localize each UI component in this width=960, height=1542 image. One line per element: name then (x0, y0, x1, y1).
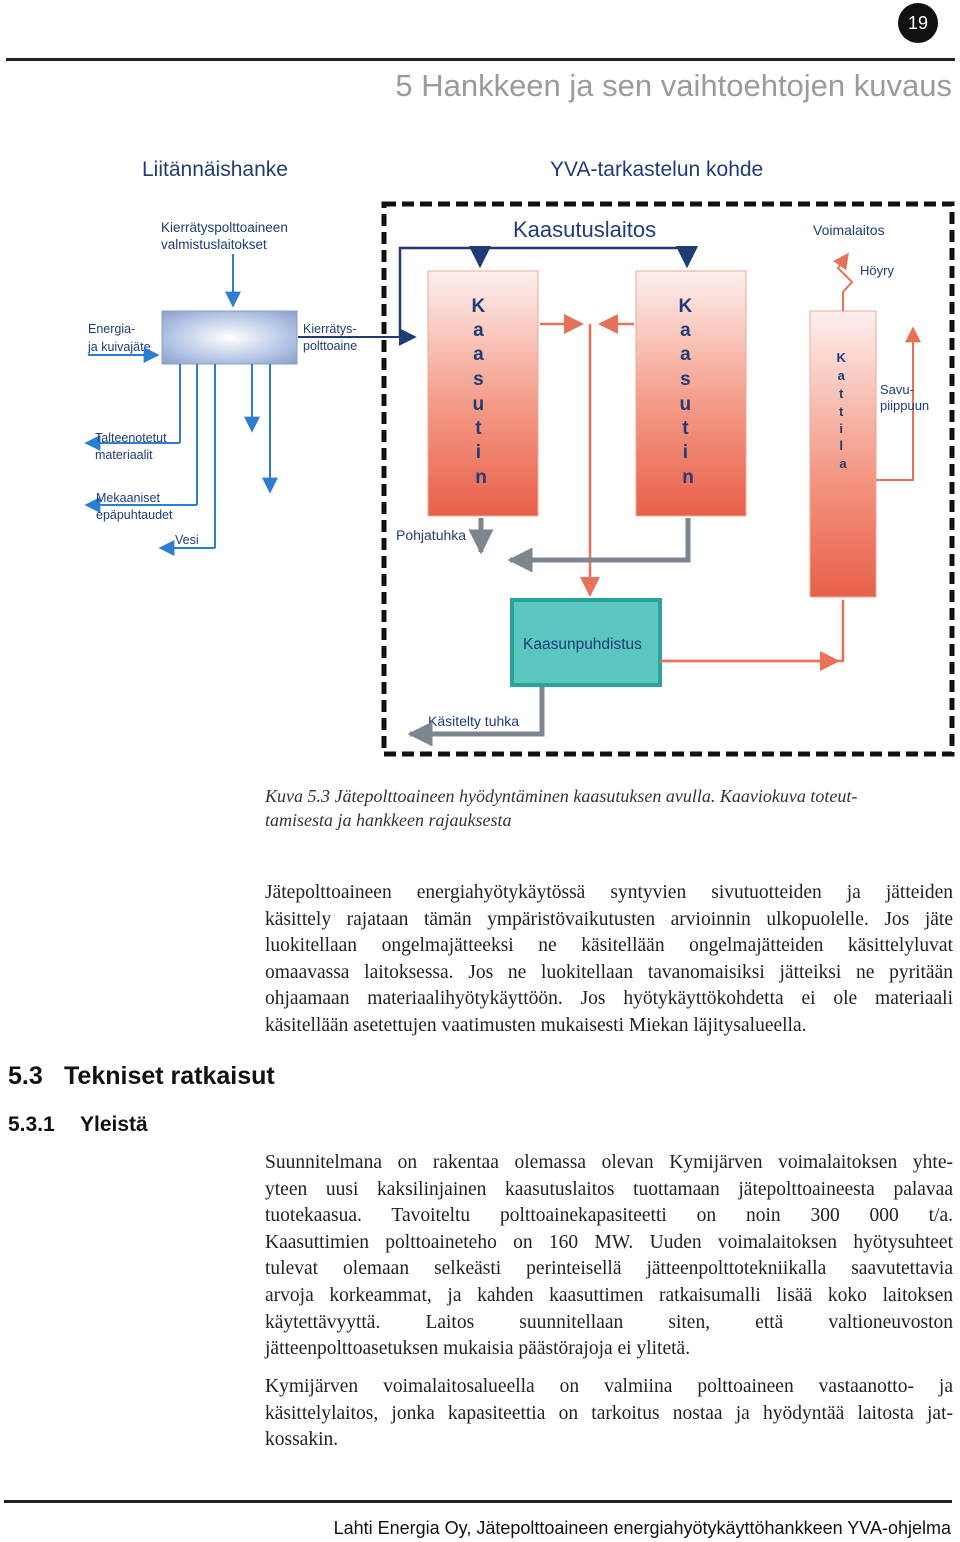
caption-line: Kuva 5.3 Jätepolttoaineen hyödyntäminen kaasutuksen avulla. Kaaviokuva toteut- (265, 786, 858, 806)
para-line: Suunnitelmana on rakentaa olemassa olevan Kymijärven voimalaitoksen yhte- (265, 1152, 953, 1173)
page-number-badge (898, 3, 938, 43)
para-line: omaavassa laitoksessa. Jos ne luokitellaan tavanomaisiksi jätteiksi ne pyritään (265, 961, 953, 983)
para-line: käsittely rajataan tämän ympäristövaikutusten arvioinnin ulkopuolelle. Jos jäte (265, 908, 953, 930)
section-heading: 5.3 Tekniset ratkaisut (8, 1062, 275, 1090)
para-line: Jätepolttoaineen energiahyötykäytössä syntyvien sivutuotteiden ja jätteiden (265, 882, 953, 903)
vesi-label: Vesi (175, 533, 199, 547)
pohjatuhka-label: Pohjatuhka (396, 527, 467, 543)
kierratys-laitokset-label: Kierrätyspolttoaineen valmistuslaitokset (161, 220, 288, 252)
voimalaitos-label: Voimalaitos (813, 222, 885, 238)
paragraph-site (265, 1374, 953, 1454)
chapter-title: 5 Hankkeen ja sen vaihtoehtojen kuvaus (395, 68, 952, 103)
para-line: Kaasuttimien polttoaineteho on 160 MW. Uuden voimalaitoksen hyötysuhteet (265, 1231, 953, 1253)
kaasutin-2-label: K a a s u t i n (678, 296, 694, 488)
kaasutuslaitos-label: Kaasutuslaitos (513, 217, 657, 242)
para-line: käsittelylaitos, jonka kapasiteettia on tarkoitus nostaa ja hyödyntää laitosta jat- (265, 1402, 953, 1424)
para-line: jätteenpolttoasetuksen mukaisia päästörajoja ei ylitetä. (265, 1338, 691, 1360)
para-line: tulevat olemaan selkeästi perinteisellä jätteenpolttotekniikalla saavutettavia (265, 1258, 953, 1280)
subsection-heading: 5.3.1 Yleistä (8, 1113, 148, 1136)
para-line: luokitellaan ongelmajätteeksi ne käsitellään ongelmajätteiden käsittelyluvat (265, 935, 953, 957)
kierratys-polttoaine-label: Kierrätys- polttoaine (303, 322, 358, 353)
savupiippuun-label: Savu- piippuun (880, 382, 930, 413)
para-line: kossakin. (265, 1429, 339, 1451)
process-diagram (70, 140, 960, 770)
kaasutin-1-label: K a a s u t i n (471, 296, 487, 488)
footer-rule (4, 1500, 952, 1503)
para-line: yteen uusi kaksilinjainen kaasutuslaitos tuottamaan jätepolttoaineesta palavaa (265, 1178, 953, 1200)
figure-caption (265, 784, 953, 832)
caption-line: tamisesta ja hankkeen rajauksesta (265, 810, 512, 830)
energia-label: Energia- ja kuivajäte (88, 322, 151, 354)
talteenotetut-label: Talteenotetut materiaalit (95, 431, 167, 462)
para-line: tuotekaasua. Tavoiteltu polttoainekapasiteetti on noin 300 000 t/a. (265, 1205, 953, 1227)
liitannaishanke-label: Liitännäishanke (142, 158, 288, 181)
paragraph-scope (265, 880, 953, 1040)
para-line: käytettävyyttä. Laitos suunnitellaan siten, että valtioneuvoston (265, 1311, 953, 1333)
yva-kohde-label: YVA-tarkastelun kohde (550, 158, 764, 181)
para-line: Kymijärven voimalaitosalueella on valmiina polttoaineen vastaanotto- ja (265, 1376, 953, 1397)
hoyry-label: Höyry (860, 263, 894, 278)
kasitelty-tuhka-label: Käsitelty tuhka (428, 713, 520, 729)
mekaaniset-label: Mekaaniset epäpuhtaudet (96, 491, 173, 522)
paragraph-plan (265, 1150, 953, 1363)
para-line: ohjaamaan materiaalihyötykäyttöön. Jos hyötykäyttökohdetta ei ole materiaali (265, 988, 953, 1010)
header-rule (6, 58, 955, 61)
page-number: 19 (907, 12, 929, 33)
kierratys-laitos-box (162, 311, 297, 364)
kaasunpuhdistus-label: Kaasunpuhdistus (523, 636, 642, 653)
para-line: käsitellään asetettujen vaatimusten mukaisesti Miekan läjitysalueella. (265, 1014, 807, 1036)
footer-text: Lahti Energia Oy, Jätepolttoaineen energiahyötykäyttöhankkeen YVA-ohjelma (333, 1518, 951, 1538)
kattila-label: K a t t i l a (836, 350, 847, 471)
para-line: arvoja korkeammat, ja kahden kaasuttimen ratkaisumalli lisää koko laitoksen (265, 1284, 953, 1306)
